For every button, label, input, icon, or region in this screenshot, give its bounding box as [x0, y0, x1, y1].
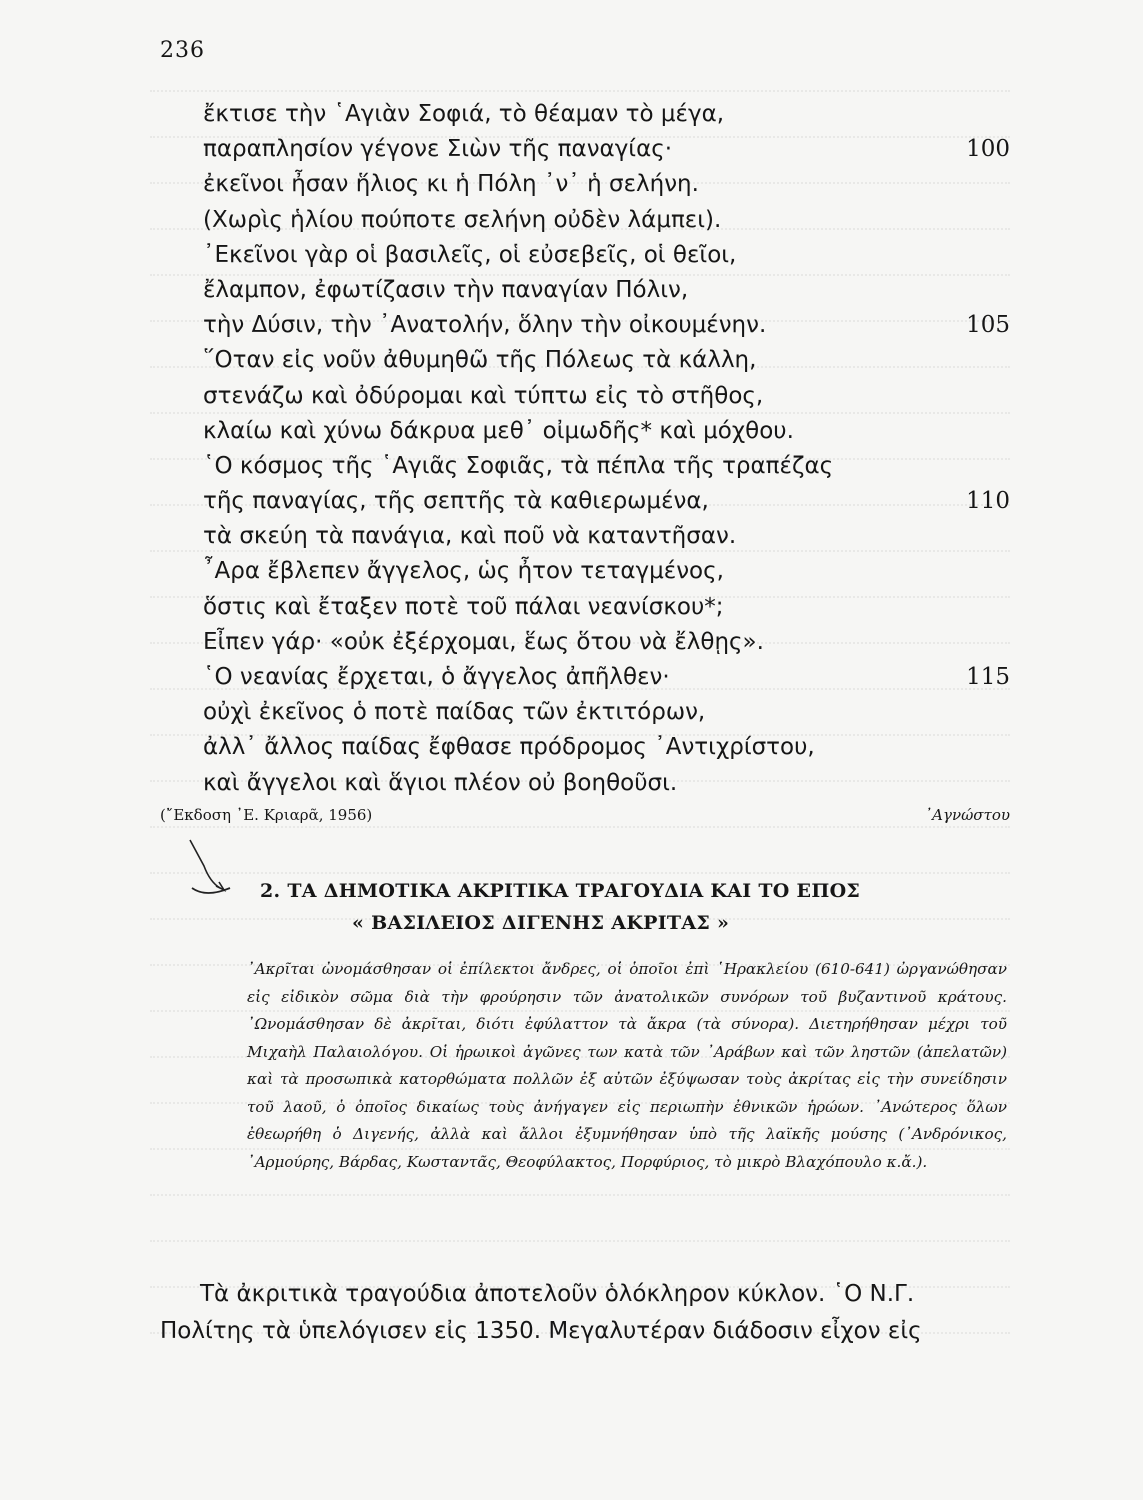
verse-line	[160, 449, 1010, 484]
verse-line	[160, 132, 1010, 167]
line-number: 100	[966, 136, 1010, 163]
verse-text: παραπλησίον γέγονε Σιὼν τῆς παναγίας·	[203, 136, 673, 163]
verse-line	[160, 695, 1010, 730]
poem-credit	[160, 806, 1010, 830]
verse-line	[160, 590, 1010, 625]
verse-line	[160, 203, 1010, 238]
verse-text: ῏Αρα ἔβλεπεν ἄγγελος, ὡς ἦτον τεταγμένος,	[203, 558, 724, 585]
verse-text: καὶ ἄγγελοι καὶ ἅγιοι πλέον οὐ βοηθοῦσι.	[203, 769, 678, 796]
verse-text: ὅστις καὶ ἔταξεν ποτὲ τοῦ πάλαι νεανίσκου*;	[203, 593, 724, 620]
verse-line	[160, 660, 1010, 695]
paragraph-line-1: Τὰ ἀκριτικὰ τραγούδια ἀποτελοῦν ὁλόκληρον κύκλον. ῾Ο Ν.Γ.	[200, 1281, 915, 1307]
verse-text: ῾Ο κόσμος τῆς ῾Αγιᾶς Σοφιᾶς, τὰ πέπλα τῆς τραπέζας	[203, 452, 834, 479]
verse-text: ἔκτισε τὴν ῾Αγιὰν Σοφιά, τὸ θέαμαν τὸ μέγα,	[203, 101, 725, 127]
paragraph-line-2: Πολίτης τὰ ὑπελόγισεν εἰς 1350. Μεγαλυτέραν διάδοσιν εἶχον εἰς	[160, 1318, 922, 1344]
verse-line	[160, 238, 1010, 273]
verse-text: κλαίω καὶ χύνω δάκρυα μεθ᾽ οἰμωδῆς* καὶ μόχθου.	[203, 417, 794, 444]
verse-line	[160, 414, 1010, 449]
verse-line	[160, 730, 1010, 765]
line-number: 115	[966, 664, 1010, 690]
verse-line	[160, 554, 1010, 589]
verse-text: ῾Ο νεανίας ἔρχεται, ὁ ἄγγελος ἀπῆλθεν·	[203, 664, 670, 690]
poem	[160, 97, 1010, 801]
verse-line	[160, 308, 1010, 343]
handwritten-arrow-icon	[186, 836, 256, 896]
verse-text: τὰ σκεύη τὰ πανάγια, καὶ ποῦ νὰ καταντῆσαν.	[203, 523, 737, 550]
body-paragraph	[160, 1276, 1010, 1350]
verse-text: Εἶπεν γάρ· «οὐκ ἐξέρχομαι, ἕως ὅτου νὰ ἔλθῃς».	[203, 628, 764, 655]
verse-text: οὐχὶ ἐκεῖνος ὁ ποτὲ παίδας τῶν ἐκτιτόρων,	[203, 699, 706, 726]
verse-line	[160, 766, 1010, 801]
verse-text: (Χωρὶς ἡλίου πούποτε σελήνη οὐδὲν λάμπει).	[203, 206, 722, 233]
line-number: 105	[966, 312, 1010, 339]
verse-line	[160, 625, 1010, 660]
verse-line	[160, 519, 1010, 554]
heading-line-2: « ΒΑΣΙΛΕΙΟΣ ΔΙΓΕΝΗΣ ΑΚΡΙΤΑΣ »	[352, 912, 730, 934]
verse-text: ἀλλ᾽ ἄλλος παίδας ἔφθασε πρόδρομος ᾽Αντιχρίστου,	[203, 734, 815, 761]
verse-line	[160, 343, 1010, 378]
verse-text: τὴν Δύσιν, τὴν ᾽Ανατολήν, ὅλην τὴν οἰκουμένην.	[203, 312, 767, 339]
verse-text: ᾽Εκεῖνοι γὰρ οἱ βασιλεῖς, οἱ εὐσεβεῖς, οἱ θεῖοι,	[203, 241, 737, 268]
verse-text: ῞Οταν εἰς νοῦν ἀθυμηθῶ τῆς Πόλεως τὰ κάλλη,	[203, 347, 757, 374]
line-number: 110	[966, 488, 1010, 515]
verse-line	[160, 273, 1010, 308]
verse-line	[160, 167, 1010, 202]
verse-text: τῆς παναγίας, τῆς σεπτῆς τὰ καθιερωμένα,	[203, 488, 709, 515]
page-number: 236	[160, 38, 205, 63]
section-summary: ᾽Ακρῖται ὠνομάσθησαν οἱ ἐπίλεκτοι ἄνδρες, οἱ ὁποῖοι ἐπὶ ῾Ηρακλείου (610-641) ὠργανώθησαν εἰς εἰδικὸν σῶμα διὰ τὴν φρούρησιν τῶν ἀνατολικῶν συνόρων τοῦ βυζαντινοῦ κράτους. ᾽Ωνομάσθησαν δὲ ἀκρῖται, διότι ἐφύλαττον τὰ ἄκρα (τὰ σύνορα). Διετηρήθησαν μέχρι τοῦ Μιχαὴλ Παλαιολόγου. Οἱ ἡρωικοὶ ἀγῶνες των κατὰ τῶν ᾽Αράβων καὶ τῶν ληστῶν (ἀπελατῶν) καὶ τὰ προσωπικὰ κατορθώματα πολλῶν ἐξ αὐτῶν ἐξύψωσαν τοὺς ἀκρίτας εἰς τὴν συνείδησιν τοῦ λαοῦ, ὁ ὁποῖος δικαίως τοὺς ἀνήγαγεν εἰς περιωπὴν ἐθνικῶν ἡρώων. ᾽Ανώτερος ὅλων ἐθεωρήθη ὁ Διγενής, ἀλλὰ καὶ ἄλλοι ἐξυμνήθησαν ὑπὸ τῆς λαϊκῆς μούσης (᾽Ανδρόνικος, ᾽Αρμούρης, Βάρδας, Κωσταντᾶς, Θεοφύλακτος, Πορφύριος, τὸ μικρὸ Βλαχόπουλο κ.ἄ.).	[247, 960, 1007, 1171]
verse-line	[160, 484, 1010, 519]
verse-line	[160, 97, 1010, 132]
verse-text: ἔλαμπον, ἐφωτίζασιν τὴν παναγίαν Πόλιν,	[203, 276, 689, 303]
verse-text: στενάζω καὶ ὀδύρομαι καὶ τύπτω εἰς τὸ στῆθος,	[203, 382, 764, 409]
verse-text: ἐκεῖνοι ἦσαν ἥλιος κι ἡ Πόλη ᾽ν᾽ ἡ σελήνη.	[203, 171, 699, 198]
verse-line	[160, 379, 1010, 414]
author-attribution: ᾽Αγνώστου	[924, 806, 1010, 824]
heading-line-1: 2. ΤΑ ΔΗΜΟΤΙΚΑ ΑΚΡΙΤΙΚΑ ΤΡΑΓΟΥΔΙΑ ΚΑΙ ΤΟ ΕΠΟΣ	[260, 880, 861, 902]
edition-note: (῎Εκδοση ᾽Ε. Κριαρᾶ, 1956)	[160, 806, 373, 824]
